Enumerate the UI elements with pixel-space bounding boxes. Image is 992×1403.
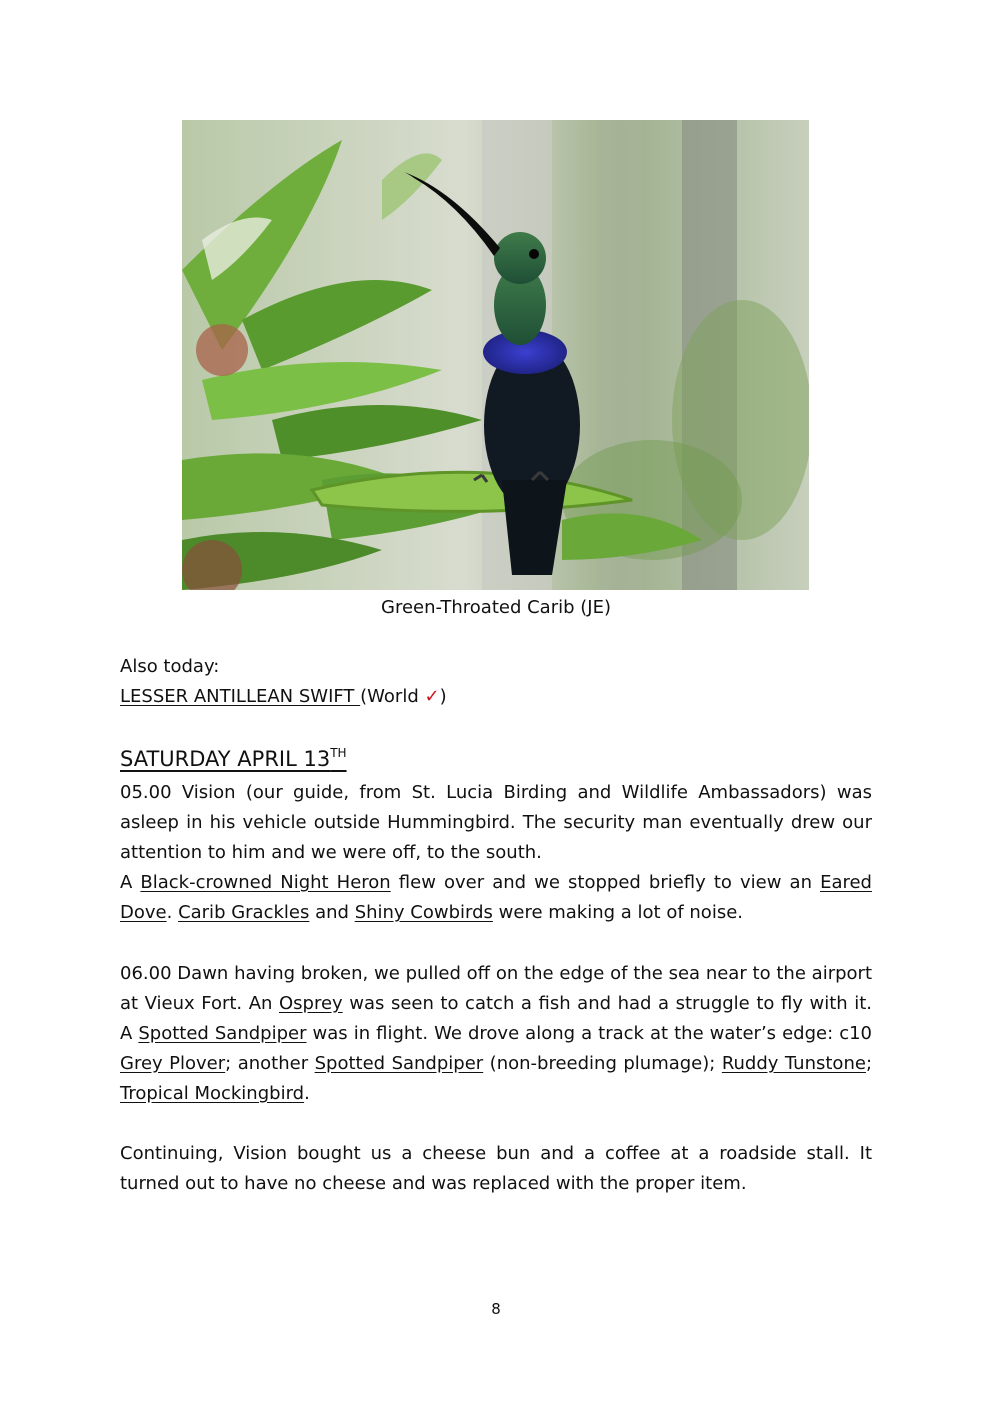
species-shiny-cowbirds: Shiny Cowbirds — [354, 902, 493, 923]
text-run: . — [166, 902, 179, 923]
species-black-crowned-night-heron: Black-crowned Night Heron — [140, 872, 391, 893]
paragraph-0500 — [120, 778, 872, 928]
species-ruddy-turnstone: Ruddy Tunstone — [721, 1053, 866, 1074]
species-eared-dove: Eared Dove — [120, 872, 872, 923]
text-run: ; another — [225, 1053, 315, 1074]
paragraph-0500-text: 05.00 Vision (our guide, from St. Lucia Birding and Wildlife Ambassadors) was asleep in his vehicle outside Hummingbird. The security man eventually drew our attention to him and we were off, to the south. — [120, 782, 872, 863]
species-spotted-sandpiper: Spotted Sandpiper — [138, 1023, 307, 1044]
text-run: A — [120, 872, 141, 893]
also-today-line — [120, 682, 872, 712]
day-heading-text: SATURDAY APRIL 13 — [120, 747, 331, 771]
tick-icon: ✓ — [424, 686, 440, 707]
text-run: . — [304, 1083, 310, 1104]
day-heading — [120, 744, 347, 774]
text-run: 06.00 Dawn having broken, we pulled off on the edge of the sea near to the airport at Vieux Fort. An — [120, 963, 872, 1014]
text-run: and — [309, 902, 355, 923]
species-lesser-antillean-swift: LESSER ANTILLEAN SWIFT — [120, 686, 361, 707]
text-run: flew over and we stopped briefly to view an — [390, 872, 821, 893]
text-run: was seen to catch a fish and had a struggle to fly with it. A — [120, 993, 873, 1044]
text-run: (non-breeding plumage); — [483, 1053, 722, 1074]
paragraph-continuing: Continuing, Vision bought us a cheese bun and a coffee at a roadside stall. It turned out to have no cheese and was replaced with the proper item. — [120, 1143, 872, 1194]
page-number: 8 — [491, 1300, 501, 1318]
text-run: were making a lot of noise. — [492, 902, 743, 923]
text-run: was in flight. We drove along a track at the water’s edge: c10 — [306, 1023, 872, 1044]
species-grey-plover: Grey Plover — [120, 1053, 226, 1074]
species-tropical-mockingbird: Tropical Mockingbird — [120, 1083, 305, 1104]
day-heading-suffix: TH — [330, 746, 347, 760]
species-osprey: Osprey — [279, 993, 343, 1014]
world-note-open: (World — [360, 686, 425, 707]
text-run: ; — [865, 1053, 873, 1074]
world-note-close: ) — [439, 686, 447, 707]
species-spotted-sandpiper-2: Spotted Sandpiper — [314, 1053, 484, 1074]
also-today-label: Also today: — [120, 656, 220, 677]
paragraph-0600 — [120, 959, 872, 1109]
hummingbird-photo — [182, 120, 809, 590]
photo-caption: Green-Throated Carib (JE) — [381, 597, 611, 618]
species-carib-grackles: Carib Grackles — [178, 902, 310, 923]
